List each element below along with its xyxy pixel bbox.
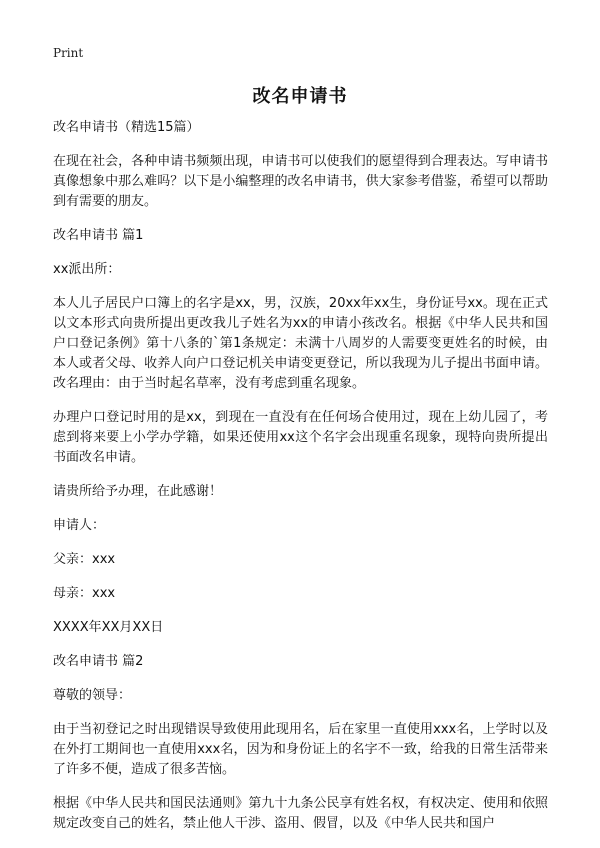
- mother-line: 母亲：xxx: [53, 586, 116, 601]
- page-title: 改名申请书: [252, 86, 348, 107]
- father-line: 父亲：xxx: [53, 552, 116, 567]
- date-line: XXXX年XX月XX日: [53, 620, 164, 635]
- salutation-1: xx派出所：: [53, 262, 121, 277]
- body-paragraph: 办理户口登记时用的是xx，到现在一直没有在任何场合使用过，现在上幼儿园了，考虑到将来要上小学办学籍，如果还使用xx这个名字会出现重名现象，现特向贵所提出书面改名申请。: [53, 410, 548, 465]
- salutation-2: 尊敬的领导：: [53, 688, 132, 703]
- body-paragraph: 本人儿子居民户口簿上的名字是xx，男，汉族，20xx年xx生，身份证号xx。现在正式以文本形式向贵所提出更改我儿子姓名为xx的申请小孩改名。根据《中华人民共和国户口登记条例》第十八条的`第1条规定：未满十八周岁的人需要变更姓名的时候，由本人或者父母、收养人向户口登记机关申请变更登记，所以我现为儿子提出书面申请。改名理由：由于当时起名草率，没有考虑到重名现象。: [53, 296, 548, 391]
- closing-line: 请贵所给予办理，在此感谢！: [53, 484, 223, 499]
- section-heading-2: 改名申请书 篇2: [53, 654, 144, 669]
- collection-heading: 改名申请书（精选15篇）: [53, 120, 200, 135]
- document-body: [53, 118, 548, 848]
- print-link[interactable]: Print: [53, 46, 84, 60]
- section-heading-1: 改名申请书 篇1: [53, 228, 144, 243]
- applicant-label: 申请人：: [53, 518, 106, 533]
- body-paragraph: 由于当初登记之时出现错误导致使用此现用名，后在家里一直使用xxx名，上学时以及在外打工期间也一直使用xxx名，因为和身份证上的名字不一致，给我的日常生活带来了许多不便，造成了很多苦恼。: [53, 722, 548, 777]
- body-paragraph: 根据《中华人民共和国民法通则》第九十九条公民享有姓名权，有权决定、使用和依照规定改变自己的姓名，禁止他人干涉、盗用、假冒，以及《中华人民共和国户: [53, 796, 548, 831]
- intro-paragraph: 在现在社会，各种申请书频频出现，申请书可以使我们的愿望得到合理表达。写申请书真像想象中那么难吗？以下是小编整理的改名申请书，供大家参考借鉴，希望可以帮助到有需要的朋友。: [53, 154, 548, 209]
